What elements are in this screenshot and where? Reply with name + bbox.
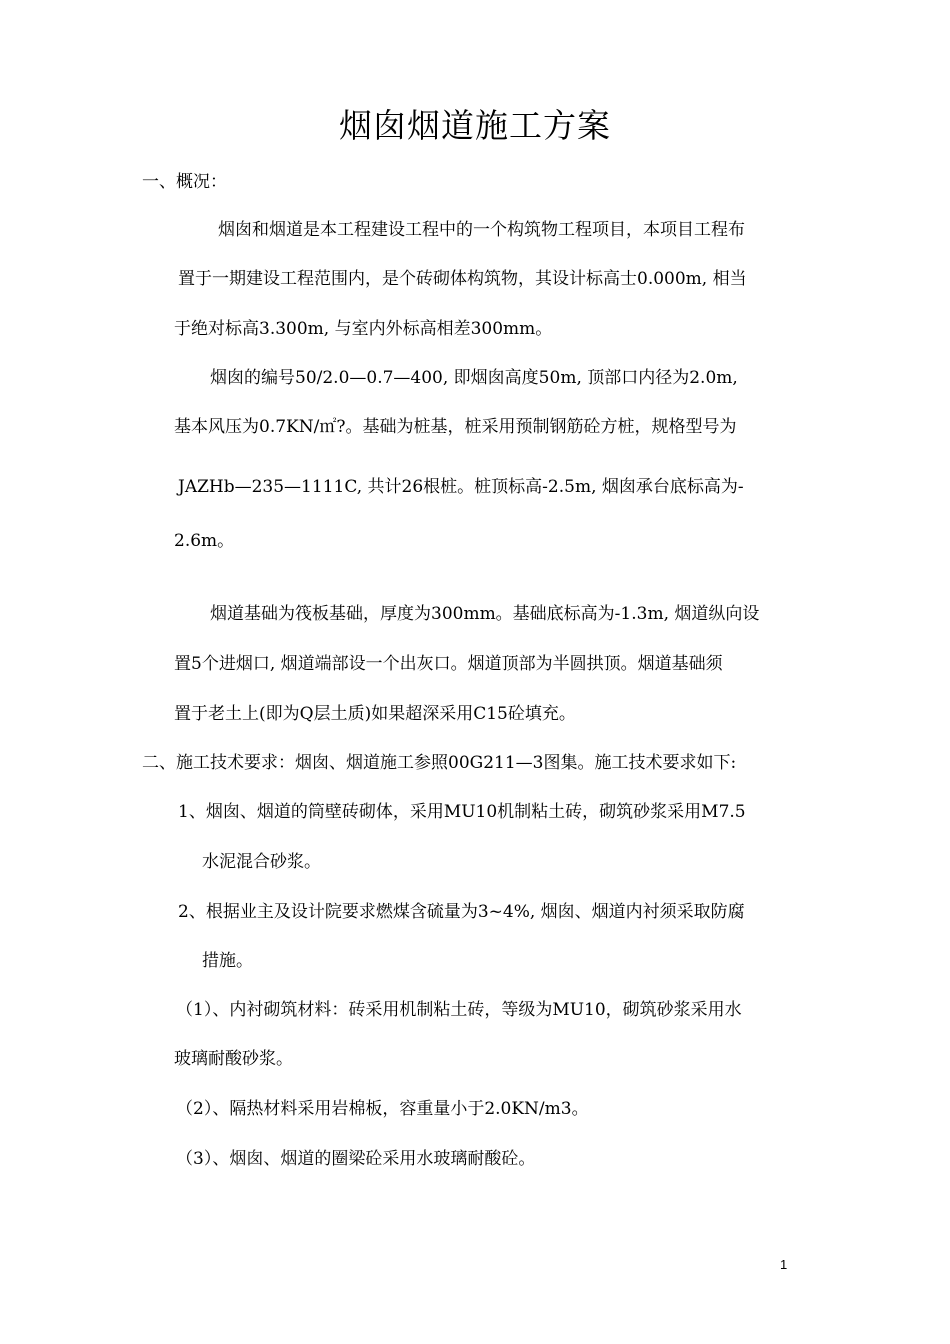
list-item: 1、烟囱、烟道的筒壁砖砌体，采用MU10机制粘土砖，砌筑砂浆采用M7.5 [178, 802, 746, 822]
page-number: 1 [780, 1257, 788, 1272]
paragraph-line: 烟道基础为筏板基础，厚度为300mm。基础底标高为-1.3m, 烟道纵向设 [210, 604, 760, 624]
paragraph-line: 置5个进烟口, 烟道端部设一个出灰口。烟道顶部为半圆拱顶。烟道基础须 [174, 654, 723, 674]
paragraph-line: 置于老土上(即为Q层土质)如果超深采用C15砼填充。 [174, 704, 576, 724]
sub-list-item: （3）、烟囱、烟道的圈梁砼采用水玻璃耐酸砼。 [176, 1149, 536, 1169]
sub-list-item: （2）、隔热材料采用岩棉板，容重量小于2.0KN/m3。 [176, 1099, 589, 1119]
section-heading-technical-requirements: 二、施工技术要求：烟囱、烟道施工参照00G211—3图集。施工技术要求如下: [142, 753, 737, 773]
paragraph-line: 置于一期建设工程范围内，是个砖砌体构筑物，其设计标高士0.000m, 相当 [178, 269, 747, 289]
list-item: 2、根据业主及设计院要求燃煤含硫量为3~4%, 烟囱、烟道内衬须采取防腐 [178, 902, 745, 922]
list-item-continuation: 水泥混合砂浆。 [202, 852, 321, 872]
list-item-continuation: 措施。 [202, 951, 253, 971]
sub-list-item-continuation: 玻璃耐酸砂浆。 [174, 1049, 293, 1069]
document-title: 烟囱烟道施工方案 [339, 106, 611, 145]
paragraph-line: 烟囱和烟道是本工程建设工程中的一个构筑物工程项目，本项目工程布 [218, 220, 745, 240]
sub-list-item: （1）、内衬砌筑材料：砖采用机制粘土砖，等级为MU10，砌筑砂浆采用水 [176, 1000, 742, 1020]
paragraph-line: 基本风压为0.7KN/㎡?。基础为桩基，桩采用预制钢筋砼方桩，规格型号为 [174, 417, 737, 437]
paragraph-line: 2.6m。 [174, 531, 235, 551]
paragraph-line: JAZHb—235—1111C, 共计26根桩。桩顶标高-2.5m, 烟囱承台底标高为- [178, 477, 744, 497]
section-heading-overview: 一、概况： [142, 172, 227, 192]
paragraph-line: 于绝对标高3.300m, 与室内外标高相差300mm。 [174, 319, 553, 339]
paragraph-line: 烟囱的编号50/2.0—0.7—400, 即烟囱高度50m, 顶部口内径为2.0m, [210, 368, 738, 388]
